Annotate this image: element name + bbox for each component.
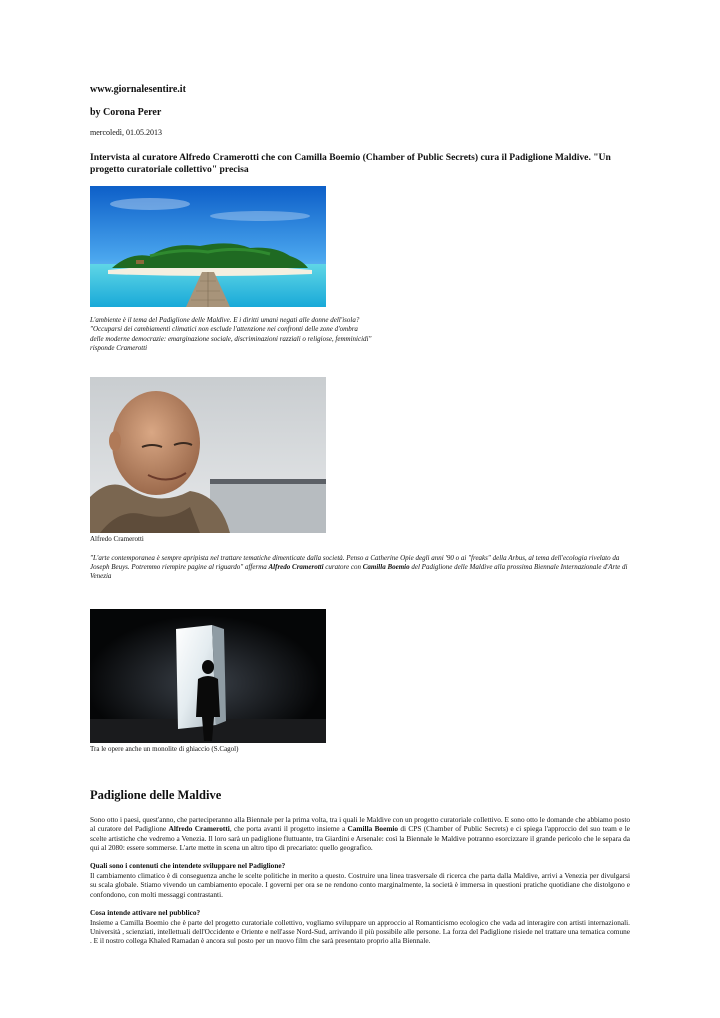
answer-1: Il cambiamento climatico è di conseguenza anche le scelte politiche in merito a questo. Costruire una linea trasversale di ricerca che parta dalla Maldive, arrivi a Venezia per divulgarsi su scala globale. Stiamo vivendo un cambiamento epocale. I governi per ora se ne rendono conto marginalmente, la società è immersa in questioni pratiche quotidiane che distolgono e confondono, con molti messaggi contrastanti. <box>90 870 630 899</box>
curator-quote: "L'arte contemporanea è sempre apripista nel trattare tematiche dimenticate dalla società. Penso a Catherine Opie degli anni '90 o ai "freaks" della Arbus, al tema dell'ecologia rivelato da Joseph Beuys. Potremmo riempire pagine al riguardo" afferma Alfredo Cramerotti curatore con Camilla Boemio del Padiglione delle Maldive alla prossima Biennale Internazionale d'Arte di Venezia <box>90 553 628 581</box>
photo-caption-monolith: Tra le opere anche un monolite di ghiaccio (S.Cagol) <box>90 744 239 753</box>
article-headline: Intervista al curatore Alfredo Cramerotti che con Camilla Boemio (Chamber of Public Secrets) cura il Padiglione Maldive. "Un progetto curatoriale collettivo" precisa <box>90 152 611 175</box>
photo-caption-environment: L'ambiente è il tema del Padiglione delle Maldive. E i diritti umani negati alle donne dell'isola? "Occuparsi dei cambiamenti climatici non esclude l'attenzione nei confronti delle zone d'ombra delle moderne democrazie: emarginazione sociale, discriminazioni razziali o religiose, femminicidi" risponde Cramerotti <box>90 316 372 353</box>
intro-paragraph: Sono otto i paesi, quest'anno, che parteciperanno alla Biennale per la prima volta, tra i quali le Maldive con un progetto curatoriale collettivo. E sono otto le domande che abbiamo posto al curatore del Padiglione Alfredo Cramerotti, che porta avanti il progetto insieme a Camilla Boemio di CPS (Chamber of Public Secrets) e ci spiega l'approccio del suo team e le scelte artistiche che vedremo a Venezia. Il loro sarà un padiglione fluttuante, tra Giardini e Arsenale: così la Biennale le Maldive potranno esorcizzare il grande pericolo che le separa da qui al 2080: essere sommerse. L'arte mette in scena un altro tipo di precariato: quello geografico. <box>90 814 631 853</box>
byline: by Corona Perer <box>90 107 162 118</box>
photo-caption-portrait: Alfredo Cramerotti <box>90 534 144 543</box>
island-photo <box>90 186 326 307</box>
question-2: Cosa intende attivare nel pubblico? <box>90 908 201 918</box>
ice-monolith-photo <box>90 609 326 743</box>
question-1: Quali sono i contenuti che intendete sviluppare nel Padiglione? <box>90 861 286 871</box>
portrait-photo <box>90 377 326 533</box>
publish-date: mercoledì, 01.05.2013 <box>90 128 162 137</box>
answer-2: Insieme a Camilla Boemio che è parte del progetto curatoriale collettivo, vogliamo sviluppare un approccio al Romanticismo ecologico che vada ad interagire con artisti internazionali. Università , scienziati, intellettuali dell'Occidente e Oriente e nell'asse Nord-Sud, arrivando il più possibile alle persone. La forza del Padiglione risiede nel trattare una tematica comune . E il nostro collega Khaled Ramadan è ancora sul posto per un nuovo film che sarà presentato proprio alla Biennale. <box>90 917 630 946</box>
site-url[interactable]: www.giornalesentire.it <box>90 84 186 95</box>
section-title: Padiglione delle Maldive <box>90 787 222 802</box>
article-page <box>90 84 630 946</box>
